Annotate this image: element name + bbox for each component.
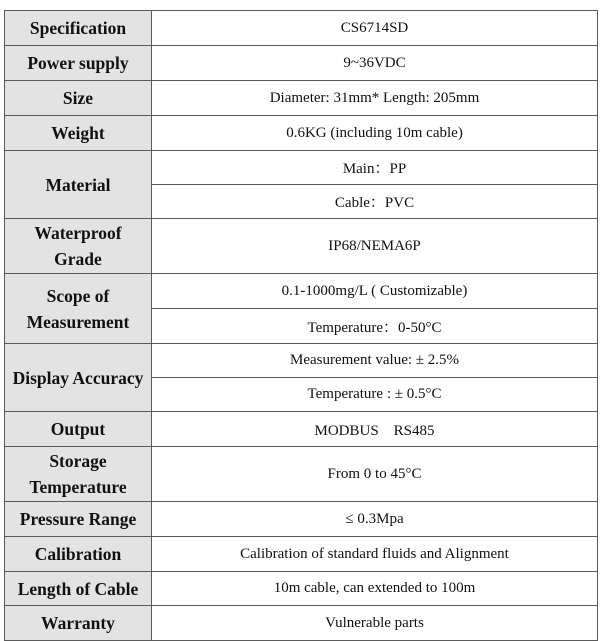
row-value: Main：PP <box>152 151 598 185</box>
table-row <box>5 274 598 309</box>
table-row <box>5 11 598 46</box>
table-row <box>5 344 598 378</box>
row-label: Output <box>5 412 152 447</box>
row-value: IP68/NEMA6P <box>152 219 598 274</box>
table-row <box>5 219 598 274</box>
table-row <box>5 412 598 447</box>
row-value: 0.1-1000mg/L ( Customizable) <box>152 274 598 309</box>
row-value: Calibration of standard fluids and Alignment <box>152 537 598 572</box>
table-row <box>5 606 598 641</box>
row-label: Power supply <box>5 46 152 81</box>
row-label: Specification <box>5 11 152 46</box>
row-label: Warranty <box>5 606 152 641</box>
row-label: Display Accuracy <box>5 344 152 412</box>
row-value: ≤ 0.3Mpa <box>152 502 598 537</box>
row-value: 0.6KG (including 10m cable) <box>152 116 598 151</box>
row-label: Length of Cable <box>5 572 152 606</box>
row-label: Size <box>5 81 152 116</box>
table-row <box>5 151 598 185</box>
row-value: CS6714SD <box>152 11 598 46</box>
row-value: Temperature：0-50°C <box>152 309 598 344</box>
row-label: Waterproof Grade <box>5 219 152 274</box>
table-row <box>5 81 598 116</box>
row-value: Cable：PVC <box>152 185 598 219</box>
row-value: MODBUS RS485 <box>152 412 598 447</box>
row-value: Measurement value: ± 2.5% <box>152 344 598 378</box>
table-row <box>5 46 598 81</box>
row-value: From 0 to 45°C <box>152 447 598 502</box>
row-label: Scope of Measurement <box>5 274 152 344</box>
row-value: 9~36VDC <box>152 46 598 81</box>
row-label: Material <box>5 151 152 219</box>
table-row <box>5 116 598 151</box>
table-row <box>5 572 598 606</box>
row-value: Diameter: 31mm* Length: 205mm <box>152 81 598 116</box>
table-row <box>5 537 598 572</box>
specification-table <box>4 10 598 641</box>
row-value: Vulnerable parts <box>152 606 598 641</box>
row-value: Temperature : ± 0.5°C <box>152 378 598 412</box>
row-label: Pressure Range <box>5 502 152 537</box>
row-label: Weight <box>5 116 152 151</box>
table-row <box>5 447 598 502</box>
row-label: Calibration <box>5 537 152 572</box>
table-row <box>5 502 598 537</box>
row-value: 10m cable, can extended to 100m <box>152 572 598 606</box>
row-label: Storage Temperature <box>5 447 152 502</box>
